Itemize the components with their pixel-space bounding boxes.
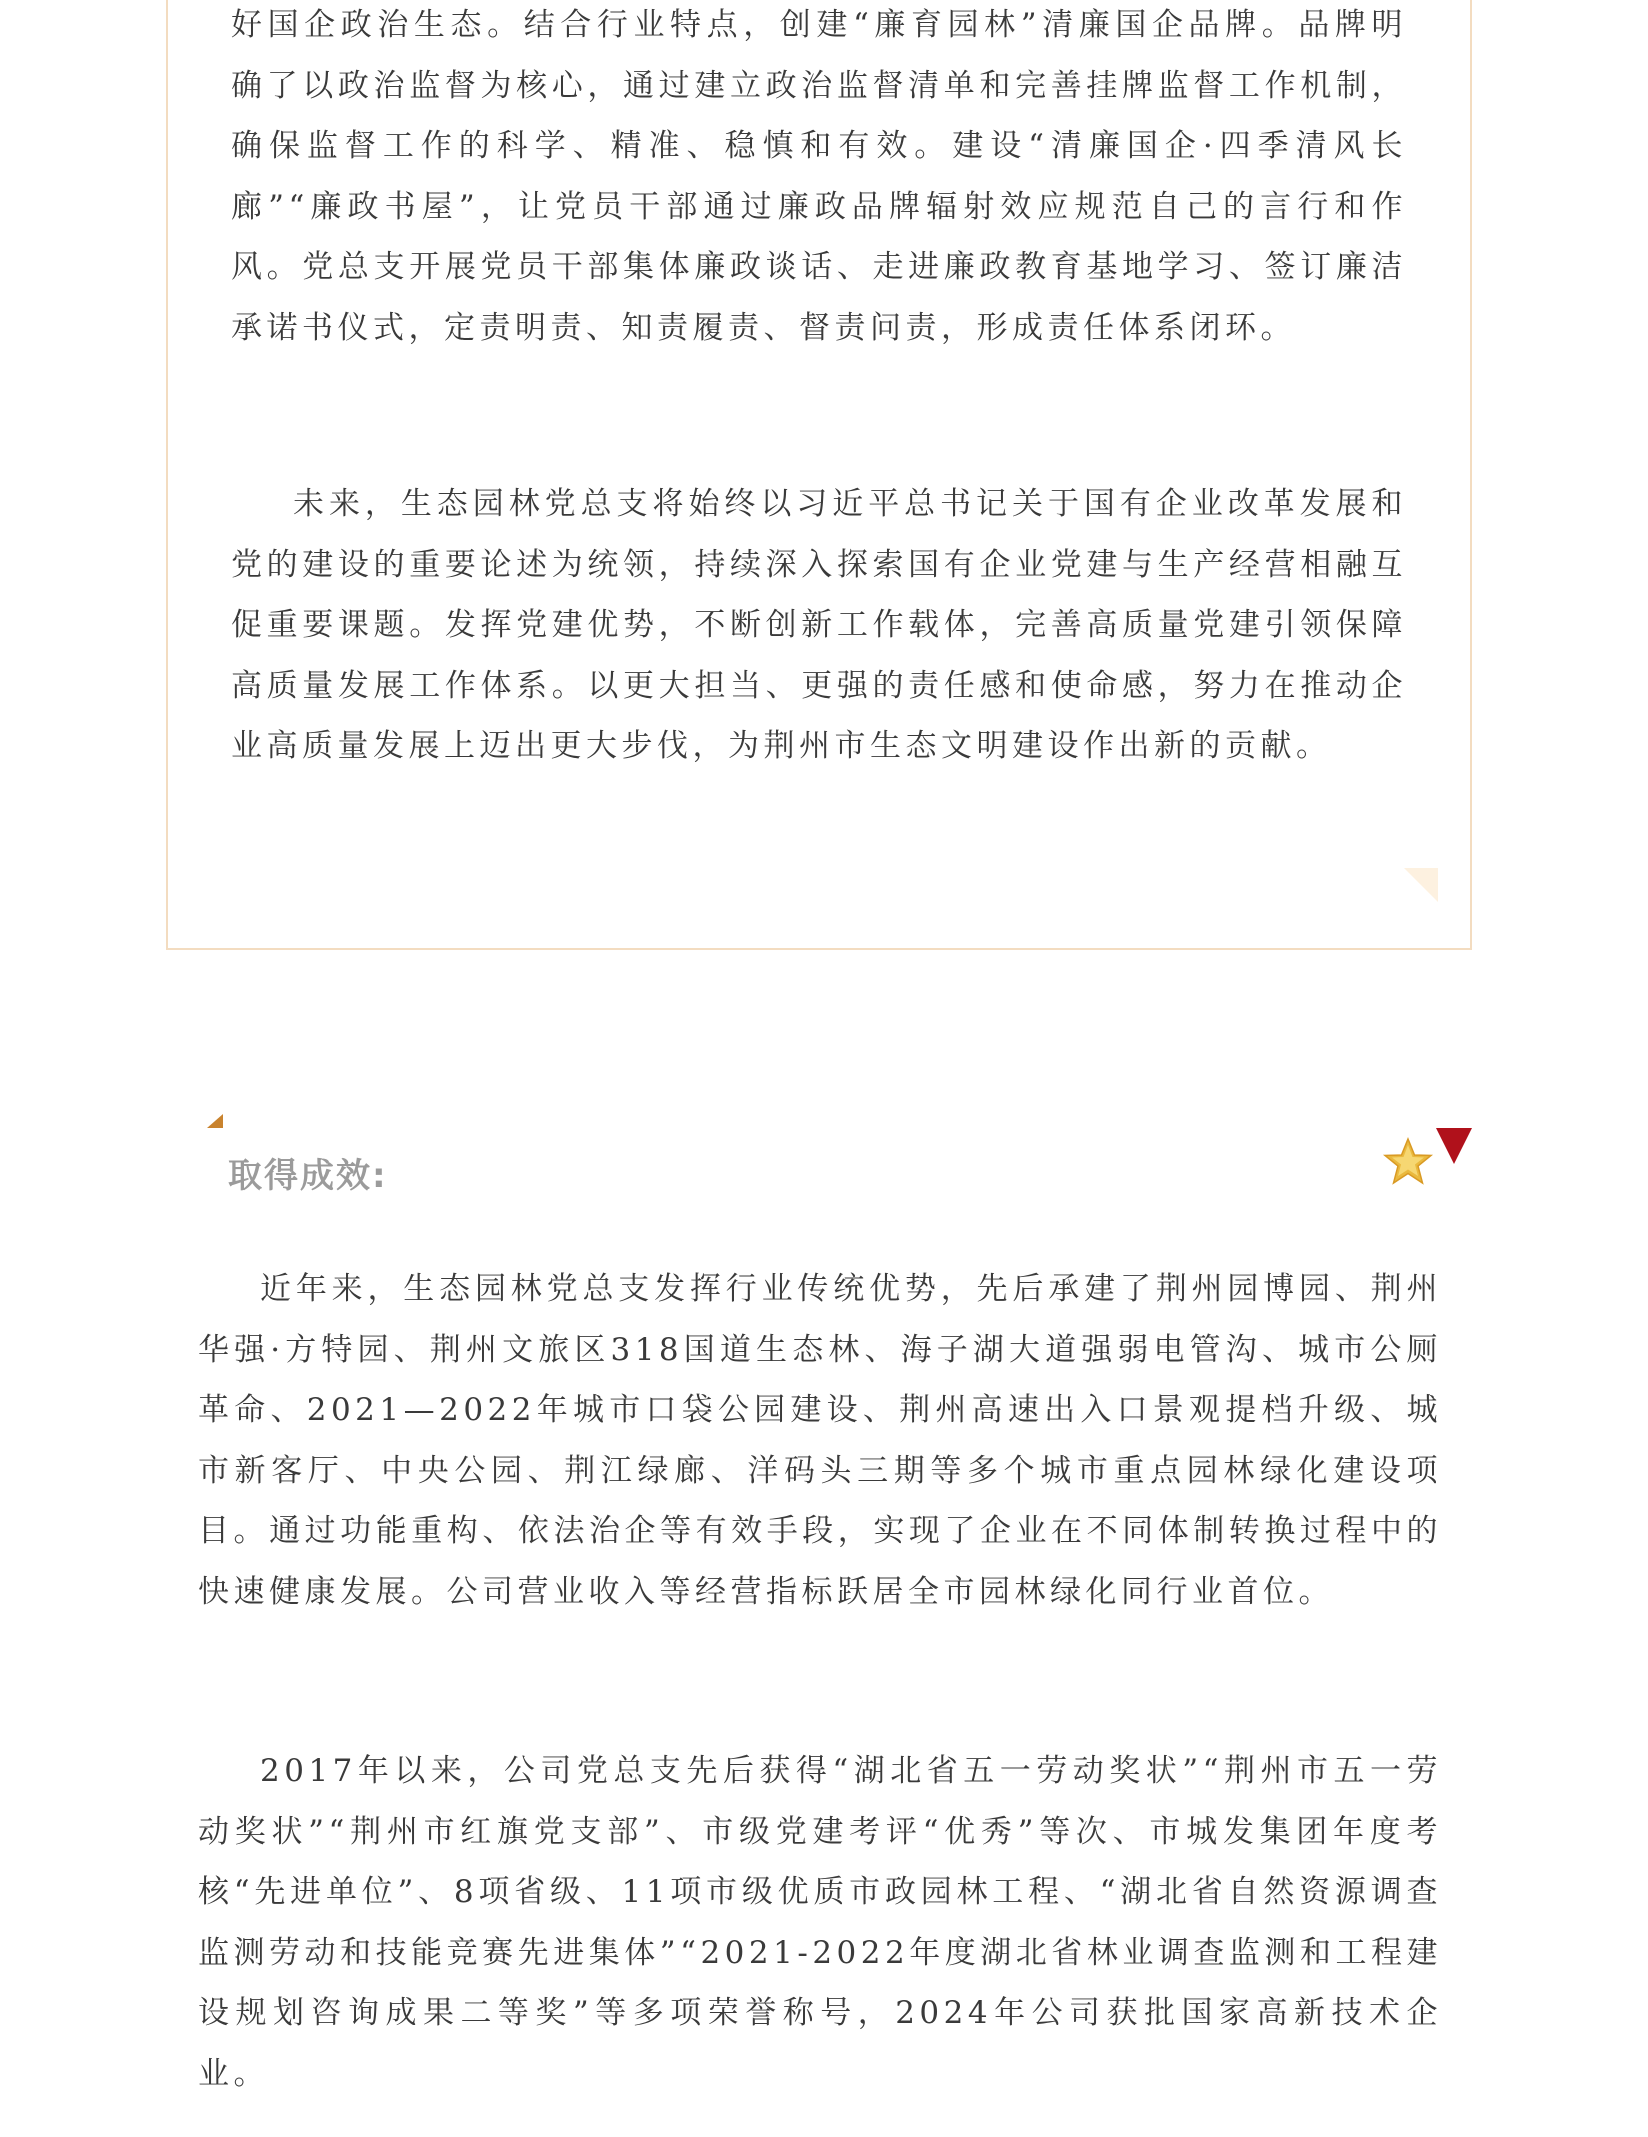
- red-triangle-icon: [1436, 1128, 1472, 1164]
- box-corner-decoration: [1404, 868, 1438, 902]
- section-title-achievements: 取得成效:: [228, 1156, 388, 1196]
- paragraph-projects: 近年来，生态园林党总支发挥行业传统优势，先后承建了荆州园博园、荆州华强·方特园、荆州文旅区318国道生态林、海子湖大道强弱电管沟、城市公厕革命、2021—2022年城市口袋公园建设、荆州高速出入口景观提档升级、城市新客厅、中央公园、荆江绿廊、洋码头三期等多个城市重点园林绿化建设项目。通过功能重构、依法治企等有效手段，实现了企业在不同体制转换过程中的快速健康发展。公司营业收入等经营指标跃居全市园林绿化同行业首位。: [198, 1271, 1442, 1610]
- paragraph-integrity-brand: 好国企政治生态。结合行业特点，创建“廉育园林”清廉国企品牌。品牌明确了以政治监督为核心，通过建立政治监督清单和完善挂牌监督工作机制，确保监督工作的科学、精准、稳慎和有效。建设“清廉国企·四季清风长廊”“廉政书屋”，让党员干部通过廉政品牌辐射效应规范自己的言行和作风。党总支开展党员干部集体廉政谈话、走进廉政教育基地学习、签订廉洁承诺书仪式，定责明责、知责履责、督责问责，形成责任体系闭环。: [231, 7, 1407, 346]
- orange-triangle-icon: [207, 1114, 223, 1128]
- star-icon: [1382, 1136, 1434, 1188]
- paragraph-future-outlook: 未来，生态园林党总支将始终以习近平总书记关于国有企业改革发展和党的建设的重要论述为统领，持续深入探索国有企业党建与生产经营相融互促重要课题。发挥党建优势，不断创新工作载体，完善高质量党建引领保障高质量发展工作体系。以更大担当、更强的责任感和使命感，努力在推动企业高质量发展上迈出更大步伐，为荆州市生态文明建设作出新的贡献。: [231, 486, 1407, 764]
- paragraph-honors: 2017年以来，公司党总支先后获得“湖北省五一劳动奖状”“荆州市五一劳动奖状”“荆州市红旗党支部”、市级党建考评“优秀”等次、市城发集团年度考核“先进单位”、8项省级、11项市级优质市政园林工程、“湖北省自然资源调查监测劳动和技能竞赛先进集体”“2021-2022年度湖北省林业调查监测和工程建设规划咨询成果二等奖”等多项荣誉称号，2024年公司获批国家高新技术企业。: [198, 1753, 1442, 2092]
